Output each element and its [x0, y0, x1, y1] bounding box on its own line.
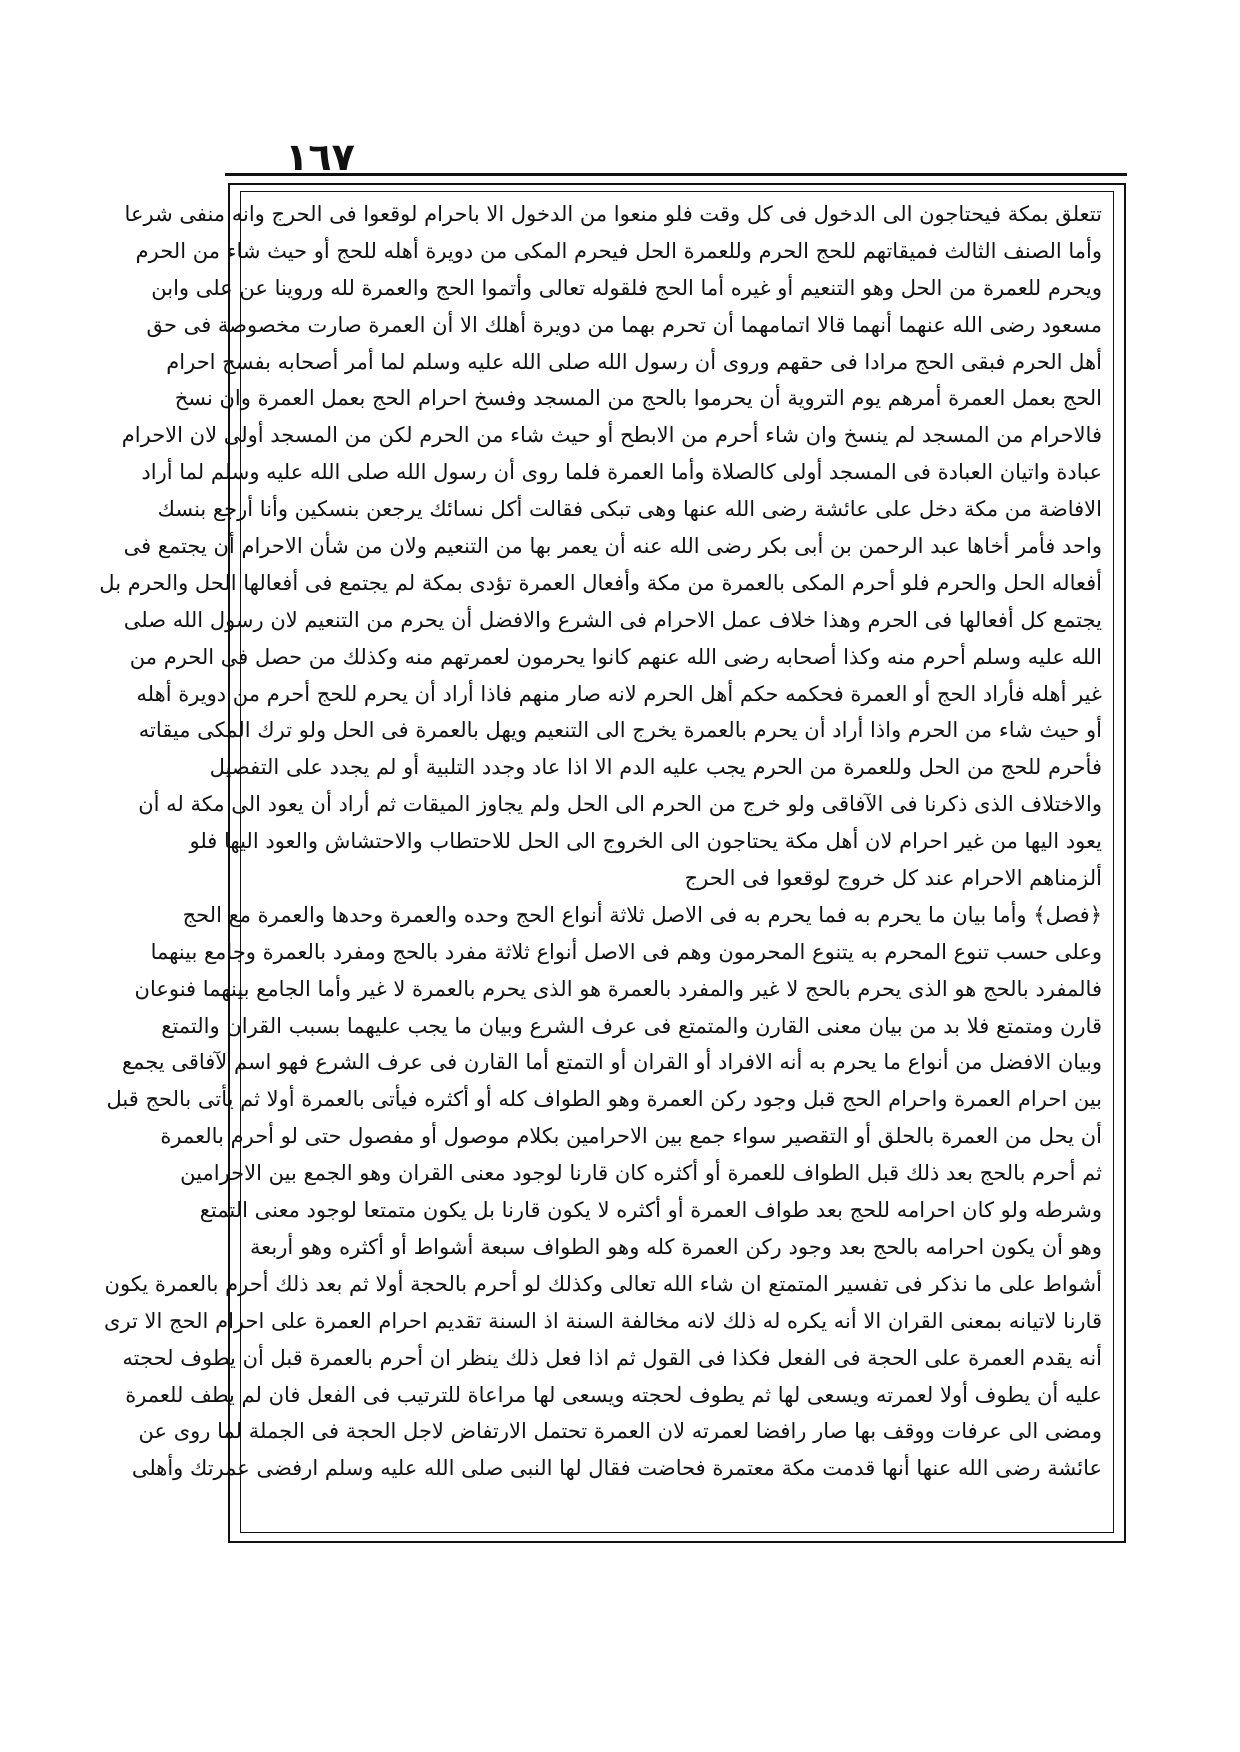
text-line: وشرطه ولو كان احرامه للحج بعد طواف العمرة أو أكثره لا يكون قارنا بل يكون متمتعا لوجود معنى التمتع — [199, 1198, 1102, 1223]
text-line: قارن ومتمتع فلا بد من بيان معنى القارن والمتمتع فى عرف الشرع وبيان ما يجب عليهما بسبب القران والتمتع — [161, 1013, 1102, 1038]
page-number: ١٦٧ — [285, 135, 355, 179]
text-line: ومضى الى عرفات ووقف بها صار رافضا لعمرته لان العمرة تحتمل الارتفاض لاجل الحجة فى الجملة لما روى عن — [138, 1419, 1102, 1444]
text-line: تتعلق بمكة فيحتاجون الى الدخول فى كل وقت فلو منعوا من الدخول الا باحرام لوقعوا فى الحرج وانه منفى شرعا — [124, 202, 1102, 226]
text-line: يجتمع كل أفعالها فى الحرم وهذا خلاف عمل الاحرام فى الشرع والافضل أن يحرم من التنعيم لان رسول الله صلى — [123, 607, 1102, 632]
text-line: أو حيث شاء من الحرم واذا أراد أن يحرم بالعمرة يخرج الى التنعيم ويهل بالعمرة فى الحل ولو ترك المكى ميقاته — [138, 718, 1102, 743]
text-line: عائشة رضى الله عنها أنها قدمت مكة معتمرة فحاضت فقال لها النبى صلى الله عليه وسلم ارفضى عمرتك وأهلى — [131, 1456, 1102, 1481]
text-line: ثم أحرم بالحج بعد ذلك قبل الطواف للعمرة أو أكثره كان قارنا لوجود معنى القران وهو الجمع بين الاحرامين — [180, 1161, 1102, 1186]
text-line: أفعاله الحل والحرم فلو أحرم المكى بالعمرة من مكة وأفعال العمرة تؤدى بمكة لم يجتمع فى أفعالها الحل والحرم بل — [99, 570, 1102, 595]
text-line: واحد فأمر أخاها عبد الرحمن بن أبى بكر رضى الله عنه أن يعمر بها من التنعيم ولان من شأن الاحرام أن يجتمع فى — [123, 534, 1102, 559]
text-line: يعود اليها من غير احرام لان أهل مكة يحتاجون الى الخروج الى الحل للاحتطاب والاحتشاش والعود اليها فلو — [189, 829, 1102, 854]
text-line: وعلى حسب تنوع المحرم به يتنوع المحرمون وهم فى الاصل أنواع ثلاثة مفرد بالحج ومفرد بالعمرة وجامع بينهما — [150, 939, 1102, 964]
text-line: عليه أن يطوف أولا لعمرته ويسعى لها ثم يطوف لحجته ويسعى لها مراعاة للترتيب فى الفعل فان لم يطف للعمرة — [125, 1382, 1102, 1407]
text-line: ألزمناهم الاحرام عند كل خروج لوقعوا فى الحرج — [684, 866, 1102, 891]
main-text — [99, 196, 1102, 1526]
text-line: الحج بعمل العمرة أمرهم يوم التروية أن يحرموا بالحج من المسجد وفسخ احرام الحج بعمل العمرة وان نسخ — [174, 386, 1102, 411]
text-line: أنه يقدم العمرة على الحجة فى الفعل فكذا فى القول ثم اذا فعل ذلك ينظر ان أحرم بالعمرة قبل أن يطوف لحجته — [122, 1345, 1102, 1370]
text-line: أشواط على ما نذكر فى تفسير المتمتع ان شاء الله تعالى وكذلك لو أحرم بالحجة أولا ثم بعد ذلك أحرم بالعمرة يكون — [104, 1271, 1102, 1296]
text-line: قارنا لاتيانه بمعنى القران الا أنه يكره له ذلك لانه مخالفة السنة اذ السنة تقديم احرام العمرة على احرام الحج الا ترى — [104, 1308, 1102, 1333]
text-line: وبيان الافضل من أنواع ما يحرم به أنه الافراد أو القران أو التمتع أما القارن فى عرف الشرع فهو اسم لآفاقى يجمع — [121, 1050, 1102, 1075]
text-line: الله عليه وسلم أحرم منه وكذا أصحابه رضى الله عنهم كانوا يحرمون لعمرتهم منه وكذلك من حصل فى الحرم من — [129, 644, 1102, 669]
text-line: بين احرام العمرة واحرام الحج قبل وجود ركن العمرة وهو الطواف كله أو أكثره فيأتى بالعمرة أولا ثم يأتى بالحج قبل — [106, 1087, 1102, 1112]
text-line: فالاحرام من المسجد لم ينسخ وان شاء أحرم من الابطح أو حيث شاء من الحرم لكن من المسجد أولى لان الاحرام — [121, 423, 1102, 448]
text-line: الافاضة من مكة دخل على عائشة رضى الله عنها وهى تبكى فقالت أكل نسائك يرجعن بنسكين وأنا أرجع بنسك — [157, 497, 1102, 522]
text-line: فأحرم للحج من الحل وللعمرة من الحرم يجب عليه الدم الا اذا عاد وجدد التلبية أو لم يجدد على التفصيل — [209, 755, 1102, 780]
text-line: والاختلاف الذى ذكرنا فى الآفاقى ولو خرج من الحرم الى الحل ولم يجاوز الميقات ثم أراد أن يعود الى مكة له أن — [138, 792, 1102, 817]
text-line: فالمفرد بالحج هو الذى يحرم بالحج لا غير والمفرد بالعمرة هو الذى يحرم بالعمرة لا غير وأما الجامع بينهما فنوعان — [134, 976, 1102, 1001]
text-line: أهل الحرم فبقى الحج مرادا فى حقهم وروى أن رسول الله صلى الله عليه وسلم لما أمر أصحابه بفسخ احرام — [166, 349, 1102, 374]
text-line: وأما الصنف الثالث فميقاتهم للحج الحرم وللعمرة الحل فيحرم المكى من دويرة أهله للحج أو حيث شاء من الحرم — [135, 238, 1102, 263]
text-line: عبادة واتيان العبادة فى المسجد أولى كالصلاة وأما العمرة فلما روى أن رسول الله صلى الله عليه وسلم لما أراد — [141, 460, 1102, 485]
text-line — [250, 1487, 1102, 1524]
text-line: مسعود رضى الله عنهما أنهما قالا اتمامهما أن تحرم بهما من دويرة أهلك الا أن العمرة صارت مخصوصة فى حق — [146, 312, 1102, 337]
text-line: أن يحل من العمرة بالحلق أو التقصير سواء جمع بين الاحرامين بكلام موصول أو مفصول حتى لو أحرم بالعمرة — [160, 1124, 1102, 1149]
text-line: ويحرم للعمرة من الحل وهو التنعيم أو غيره أما الحج فلقوله تعالى وأتموا الحج والعمرة لله وروينا عن على وابن — [151, 275, 1102, 300]
header-rule — [225, 173, 1127, 176]
text-line: غير أهله فأراد الحج أو العمرة فحكمه حكم أهل الحرم لانه صار منهم فاذا أراد أن يحرم للحج أحرم من دويرة أهله — [136, 681, 1102, 706]
section-heading-line: ﴿فصل﴾ وأما بيان ما يحرم به فما يحرم به فى الاصل ثلاثة أنواع الحج وحده والعمرة وحدها والعمرة مع الحج — [182, 902, 1102, 927]
text-line: وهو أن يكون احرامه بالحج بعد وجود ركن العمرة كله وهو الطواف سبعة أشواط أو أكثره وهو أربعة — [250, 1234, 1102, 1259]
